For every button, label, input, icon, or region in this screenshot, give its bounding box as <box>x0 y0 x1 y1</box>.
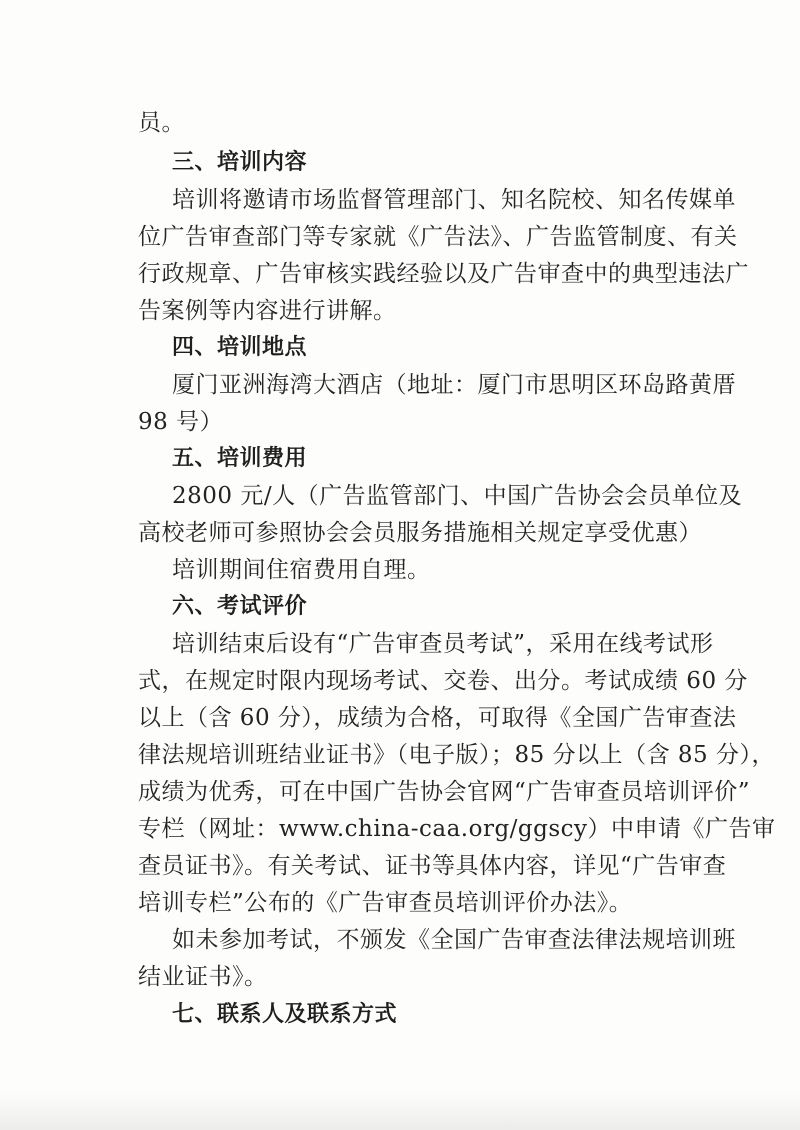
text-line: 查员证书》。有关考试、证书等具体内容，详见“广告审查 <box>138 853 727 879</box>
section-heading-training-fee: 五、培训费用 <box>172 446 308 471</box>
text-line: 厦门亚洲海湾大酒店（地址：厦门市思明区环岛路黄厝 <box>172 372 736 398</box>
text-line: 2800 元/人（广告监管部门、中国广告协会会员单位及 <box>172 483 743 509</box>
text-line: 成绩为优秀，可在中国广告协会官网“广告审查员培训评价” <box>138 779 751 805</box>
section-heading-contact: 七、联系人及联系方式 <box>172 1002 398 1027</box>
text-line: 位广告审查部门等专家就《广告法》、广告监管制度、有关 <box>138 224 738 250</box>
text-line-continuation: 员。 <box>138 110 185 136</box>
section-heading-exam-evaluation: 六、考试评价 <box>172 594 308 619</box>
text-line: 如未参加考试，不颁发《全国广告审查法律法规培训班 <box>172 927 736 953</box>
text-line: 律法规培训班结业证书》（电子版）；85 分以上（含 85 分）， <box>138 742 775 768</box>
section-heading-training-content: 三、培训内容 <box>172 150 308 175</box>
text-line: 以上（含 60 分），成绩为合格，可取得《全国广告审查法 <box>138 705 737 731</box>
text-line: 98 号） <box>138 409 224 435</box>
text-line: 培训将邀请市场监督管理部门、知名院校、知名传媒单 <box>172 187 736 213</box>
text-line: 告案例等内容进行讲解。 <box>138 298 397 324</box>
text-line: 行政规章、广告审核实践经验以及广告审查中的典型违法广 <box>138 261 749 287</box>
text-line: 专栏（网址：www.china-caa.org/ggscy）中申请《广告审 <box>138 816 776 842</box>
page-bottom-shadow <box>0 1092 800 1130</box>
section-heading-training-location: 四、培训地点 <box>172 335 308 360</box>
text-line: 培训期间住宿费用自理。 <box>172 557 431 583</box>
text-line: 培训结束后设有“广告审查员考试”，采用在线考试形 <box>172 631 714 657</box>
text-line: 高校老师可参照协会会员服务措施相关规定享受优惠） <box>138 520 702 546</box>
text-line: 结业证书》。 <box>138 964 268 990</box>
text-line: 培训专栏”公布的《广告审查员培训评价办法》。 <box>138 890 633 916</box>
text-line: 式，在规定时限内现场考试、交卷、出分。考试成绩 60 分 <box>138 668 748 694</box>
